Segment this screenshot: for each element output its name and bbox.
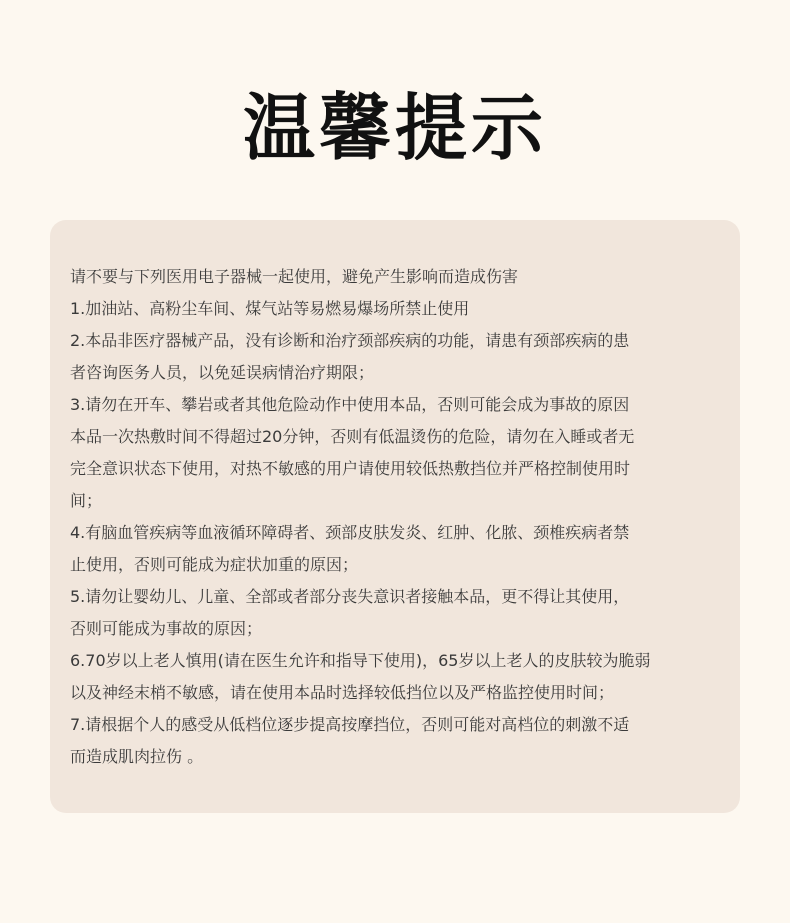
notice-item-4-line-1: 4.有脑血管疾病等血液循环障碍者、颈部皮肤发炎、红肿、化脓、颈椎疾病者禁: [70, 523, 630, 542]
notice-item-1-line: 1.加油站、高粉尘车间、煤气站等易燃易爆场所禁止使用: [70, 299, 470, 318]
notice-item-4-line-2: 止使用，否则可能成为症状加重的原因；: [70, 555, 359, 574]
notice-item-3-line-2: 本品一次热敷时间不得超过20分钟，否则有低温烫伤的危险，请勿在入睡或者无: [70, 427, 635, 446]
notice-intro-line: 请不要与下列医用电子器械一起使用，避免产生影响而造成伤害: [70, 267, 519, 286]
notice-item-5-line-2: 否则可能成为事故的原因；: [70, 619, 263, 638]
page-title: 温馨提示: [242, 86, 547, 170]
notice-item-2-line-2: 者咨询医务人员，以免延误病情治疗期限；: [70, 363, 375, 382]
notice-item-3-line-4: 间；: [70, 491, 103, 510]
notice-body: [70, 261, 720, 773]
notice-item-5-line-1: 5.请勿让婴幼儿、儿童、全部或者部分丧失意识者接触本品，更不得让其使用，: [70, 587, 630, 606]
notice-item-2-line-1: 2.本品非医疗器械产品，没有诊断和治疗颈部疾病的功能，请患有颈部疾病的患: [70, 331, 630, 350]
notice-item-7-line-1: 7.请根据个人的感受从低档位逐步提高按摩挡位，否则可能对高档位的刺激不适: [70, 715, 630, 734]
notice-item-6-line-1: 6.70岁以上老人慎用(请在医生允许和指导下使用)，65岁以上老人的皮肤较为脆弱: [70, 651, 651, 670]
notice-item-3-line-1: 3.请勿在开车、攀岩或者其他危险动作中使用本品，否则可能会成为事故的原因: [70, 395, 630, 414]
notice-item-6-line-2: 以及神经末梢不敏感，请在使用本品时选择较低挡位以及严格监控使用时间；: [70, 683, 615, 702]
notice-item-7-line-2: 而造成肌肉拉伤 。: [70, 747, 204, 766]
notice-card: [50, 220, 740, 813]
notice-item-3-line-3: 完全意识状态下使用，对热不敏感的用户请使用较低热敷挡位并严格控制使用时: [70, 459, 631, 478]
